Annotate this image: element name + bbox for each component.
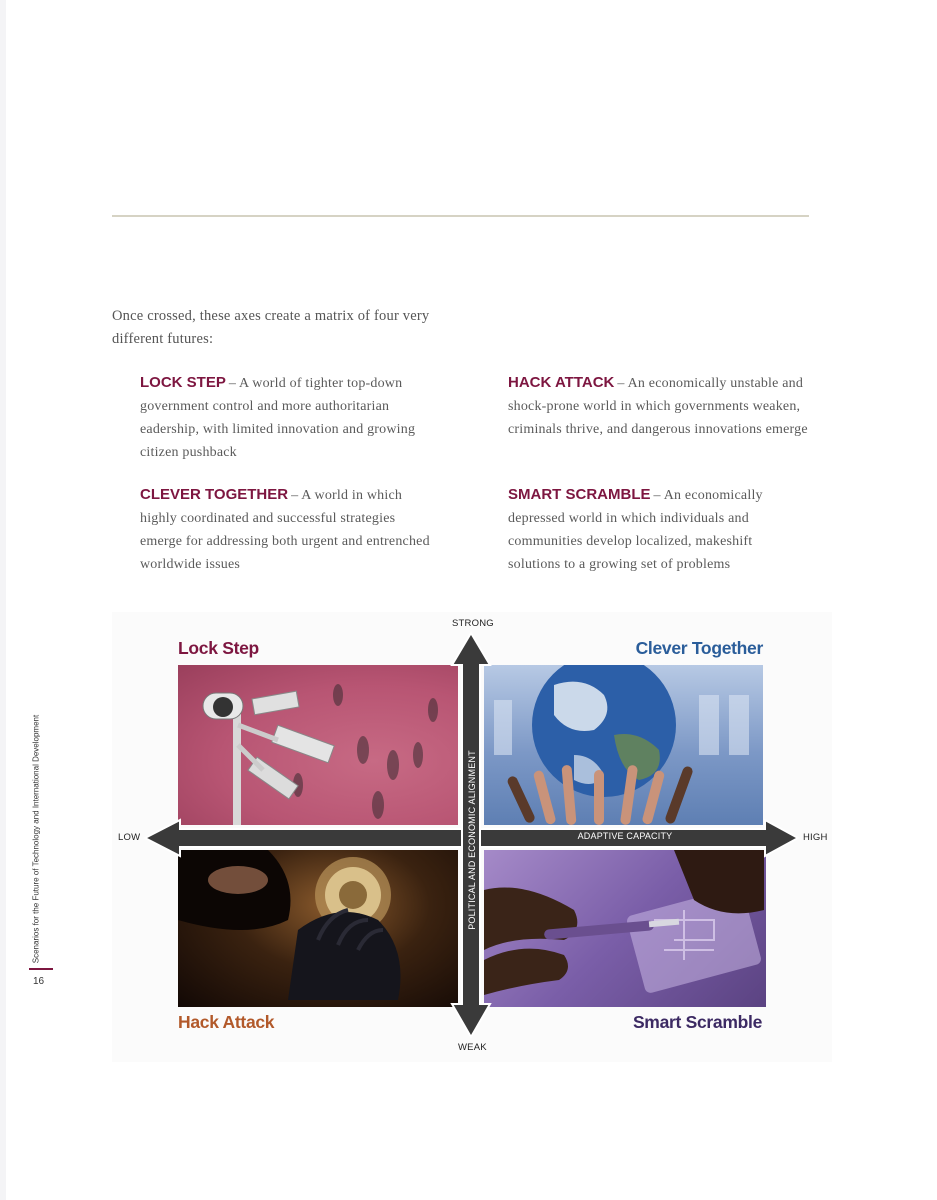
scenario-title: LOCK STEP: [140, 374, 226, 391]
scenario-dash: –: [653, 488, 661, 503]
axis-label-low: LOW: [118, 832, 141, 843]
side-running-title: [26, 714, 46, 964]
scenario-dash: –: [228, 376, 237, 391]
axis-title-political-alignment: [462, 745, 482, 935]
scenario-description: A world in which highly coordinated and successful strategies emerge for addressing both urgent and entrenched worldwide issues: [140, 488, 430, 572]
axis-title-text: POLITICAL AND ECONOMIC ALIGNMENT: [467, 750, 477, 930]
scenario-title: CLEVER TOGETHER: [140, 486, 289, 503]
scenario-description: An economically unstable and shock-prone world in which governments weaken, criminals thrive, and dangerous innovations emerge: [508, 376, 808, 437]
axis-title-adaptive-capacity: ADAPTIVE CAPACITY: [577, 831, 673, 841]
axis-label-weak: WEAK: [458, 1042, 487, 1053]
axis-label-strong: STRONG: [452, 618, 494, 629]
scenario-dash: –: [291, 488, 299, 503]
running-title-text: Scenarios for the Future of Technology and International Development: [31, 714, 41, 964]
page-number: 16: [33, 976, 45, 987]
quadrant-label-clever-together: Clever Together: [635, 638, 763, 658]
quadrant-label-hack-attack: Hack Attack: [178, 1012, 275, 1032]
page-number-rule: [29, 968, 53, 970]
scenario-description: A world of tighter top-down government control and more authoritarian eadership, with limited innovation and growing citizen pushback: [140, 376, 416, 460]
scenario-title: HACK ATTACK: [508, 374, 615, 391]
scenario-title: SMART SCRAMBLE: [508, 486, 651, 503]
scenario-dash: –: [617, 376, 625, 391]
quadrant-label-smart-scramble: Smart Scramble: [632, 1012, 762, 1032]
scenario-description: An economically depressed world in which individuals and communities develop localized, makeshift solutions to a growing set of problems: [508, 488, 763, 572]
axis-label-high: HIGH: [803, 832, 828, 843]
intro-paragraph: Once crossed, these axes create a matrix of four very different futures:: [112, 308, 430, 347]
quadrant-label-lock-step: Lock Step: [178, 638, 259, 658]
